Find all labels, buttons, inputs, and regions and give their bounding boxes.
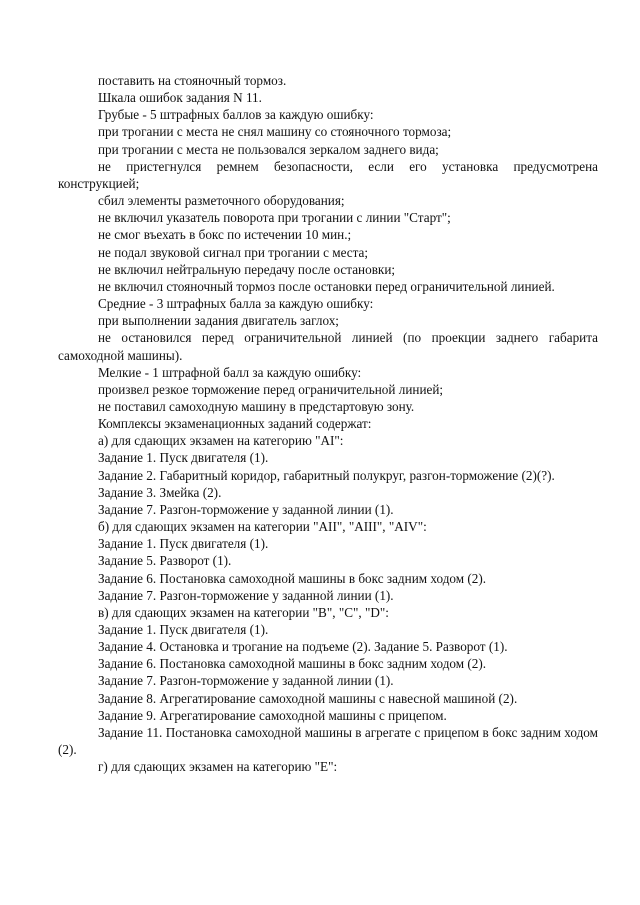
paragraph: не включил нейтральную передачу после остановки;	[98, 261, 396, 277]
paragraph: не включил указатель поворота при трогании с линии "Старт";	[98, 210, 451, 226]
paragraph: Задание 4. Остановка и трогание на подъеме (2). Задание 5. Разворот (1).	[98, 639, 508, 655]
paragraph: Задание 7. Разгон-торможение у заданной линии (1).	[98, 501, 394, 517]
paragraph: Задание 6. Постановка самоходной машины в бокс задним ходом (2).	[98, 570, 487, 586]
paragraph: Задание 3. Змейка (2).	[98, 484, 222, 500]
paragraph: Средние - 3 штрафных балла за каждую ошибку:	[98, 296, 374, 312]
paragraph: произвел резкое торможение перед ограничительной линией;	[98, 381, 444, 397]
paragraph: при трогании с места не пользовался зеркалом заднего вида;	[98, 141, 439, 157]
paragraph: Грубые - 5 штрафных баллов за каждую ошибку:	[98, 107, 374, 123]
paragraph: Задание 5. Разворот (1).	[98, 553, 232, 569]
paragraph: Шкала ошибок задания N 11.	[98, 90, 262, 106]
paragraph: Задание 8. Агрегатирование самоходной машины с навесной машиной (2).	[98, 690, 518, 706]
paragraph: поставить на стояночный тормоз.	[98, 73, 287, 88]
paragraph: при выполнении задания двигатель заглох;	[98, 313, 339, 329]
paragraph: Задание 9. Агрегатирование самоходной машины с прицепом.	[98, 707, 447, 723]
paragraph: в) для сдающих экзамен на категории "B", "C", "D":	[98, 604, 389, 620]
paragraph: Задание 7. Разгон-торможение у заданной линии (1).	[98, 673, 394, 689]
paragraph: Задание 2. Габаритный коридор, габаритный полукруг, разгон-торможение (2)(?).	[98, 467, 555, 483]
paragraph: Задание 1. Пуск двигателя (1).	[98, 450, 269, 466]
paragraph: Задание 7. Разгон-торможение у заданной линии (1).	[98, 587, 394, 603]
document-page	[58, 72, 598, 775]
paragraph: а) для сдающих экзамен на категорию "AI":	[98, 433, 344, 449]
paragraph: г) для сдающих экзамен на категорию "E":	[98, 759, 338, 775]
paragraph: сбил элементы разметочного оборудования;	[98, 193, 345, 209]
paragraph: не включил стояночный тормоз после остановки перед ограничительной линией.	[98, 278, 555, 294]
paragraph: не смог въехать в бокс по истечении 10 мин.;	[98, 227, 352, 243]
paragraph: при трогании с места не снял машину со стояночного тормоза;	[98, 124, 452, 140]
paragraph: не остановился перед ограничительной линией (по проекции заднего габарита самоходной машины).	[58, 330, 598, 363]
paragraph: Задание 11. Постановка самоходной машины в агрегате с прицепом в бокс задним ходом (2).	[58, 724, 598, 758]
paragraph: Мелкие - 1 штрафной балл за каждую ошибку:	[98, 364, 362, 380]
paragraph: б) для сдающих экзамен на категории "AII", "AIII", "AIV":	[98, 519, 427, 535]
paragraph: не поставил самоходную машину в предстартовую зону.	[98, 398, 415, 414]
paragraph: Комплексы экзаменационных заданий содержат:	[98, 416, 372, 432]
paragraph: не подал звуковой сигнал при трогании с места;	[98, 244, 369, 260]
paragraph: не пристегнулся ремнем безопасности, если его установка предусмотрена конструкцией;	[58, 158, 598, 191]
paragraph: Задание 1. Пуск двигателя (1).	[98, 622, 269, 637]
paragraph: Задание 6. Постановка самоходной машины в бокс задним ходом (2).	[98, 656, 487, 672]
paragraph: Задание 1. Пуск двигателя (1).	[98, 536, 269, 552]
